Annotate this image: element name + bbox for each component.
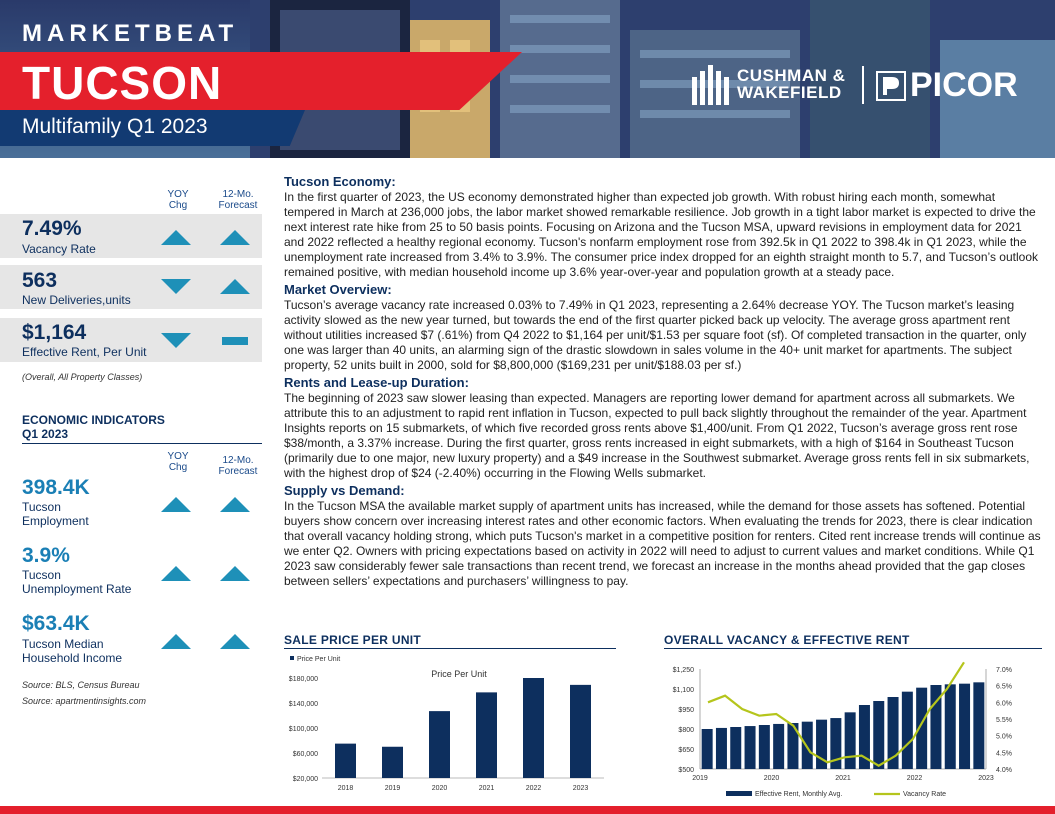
econ-value: 398.4K <box>22 476 90 499</box>
y-left-tick-label: $500 <box>678 767 694 774</box>
x-tick-label: 2022 <box>906 775 923 782</box>
bar <box>773 724 784 769</box>
econ-label: Tucson Employment <box>22 500 89 528</box>
forecast-up-arrow-icon <box>220 497 250 512</box>
legend-label: Effective Rent, Monthly Avg. <box>755 791 843 798</box>
bar <box>730 727 741 769</box>
econ-title: ECONOMIC INDICATORS Q1 2023 <box>22 413 165 441</box>
vacancy-rent-chart <box>664 656 1044 804</box>
econ-value: 3.9% <box>22 544 70 567</box>
vacancy-rent-chart-heading: OVERALL VACANCY & EFFECTIVE RENT <box>664 633 910 647</box>
yoy-down-arrow-icon <box>161 279 191 294</box>
x-tick-label: 2023 <box>572 785 589 792</box>
section-heading: Tucson Economy: <box>284 174 396 189</box>
bar <box>759 725 770 769</box>
report-subtitle: Multifamily Q1 2023 <box>22 115 208 138</box>
kpi-label: Vacancy Rate <box>22 242 96 256</box>
section-body: In the Tucson MSA the available market supply of apartment units has increased, while the demand for those assets has softened. Potential buyers show concern over increasing interest rates and other economic factors. When evaluating the trends for 2023, there is clear indication that overall vacancy holding strong, which puts Tucson's market in a competitive position for renters. Cited rent increase trends will continue as we enter Q2. Owners with pricing expectations based on activity in 2022 will need to adjust to current values and market conditions. While Q1 2023 saw considerably fewer sale transactions than recent trend, we forecast an increase in the months ahead provided that the gap closes between sellers’ expectations and purchasers’ willingness to pay. <box>284 499 1041 588</box>
y-left-tick-label: $800 <box>678 727 694 734</box>
econ-col-yoy: YOY Chg <box>167 451 189 473</box>
report-series: MARKETBEAT <box>22 20 239 47</box>
y-tick-label: $100,000 <box>288 726 318 733</box>
city-title: TUCSON <box>22 57 223 109</box>
forecast-flat-dash-icon <box>222 337 248 345</box>
yoy-up-arrow-icon <box>161 566 191 581</box>
picor-wordmark: PICOR <box>910 66 1018 104</box>
section-heading: Market Overview: <box>284 282 392 297</box>
footer-bar <box>0 806 1055 814</box>
econ-col-forecast: 12-Mo. Forecast <box>218 455 258 477</box>
kpi-label: New Deliveries,units <box>22 293 131 307</box>
yoy-up-arrow-icon <box>161 634 191 649</box>
econ-label: Tucson Median Household Income <box>22 637 123 665</box>
y-right-tick-label: 6.5% <box>996 683 1012 691</box>
source-note: Source: BLS, Census Bureau <box>22 680 140 690</box>
y-right-tick-label: 6.0% <box>996 700 1012 708</box>
bar <box>335 744 356 778</box>
yoy-up-arrow-icon <box>161 230 191 245</box>
section-heading: Supply vs Demand: <box>284 483 405 498</box>
section-body: In the first quarter of 2023, the US economy demonstrated higher than expected job growth. With robust hiring each month, somewhat tempered in March at 236,000 jobs, the labor market showed remarkable resilience. Job growth in a tight labor market is expected to drive the next interest rate hike from 25 to 50 basis points. Focusing on Arizona and the Tucson MSA, upward revisions in employment data for 2021 and 2022 reflected a healthy regional economy. Tucson's nonfarm employment rose from 392.5k in Q1 2022 to 398.4k in Q1 2023, while the unemployment rate increased from 3.4% to 3.9%. The consumer price index dropped for an eighth straight month to 5.7, and Tucson’s outlook remained positive, with median household income up 3.6% year-over-year and population growth at a steady pace. <box>284 190 1038 279</box>
legend-swatch <box>290 656 294 660</box>
kpi-col-yoy: YOY Chg <box>167 189 189 211</box>
y-left-tick-label: $650 <box>678 747 694 754</box>
section-body: The beginning of 2023 saw slower leasing than expected. Managers are reporting lower demand for apartment across all submarkets. We attribute this to an adjustment to rapid rent inflation in Tucson, expected to pull back slightly throughout the remainder of the year. Apartment Insights reports on 15 submarkets, of which five recorded gross rents above $1,400/unit. From Q1 2022, Tucson’s average gross rent rose $38/month, a 3.37% increase. During the first quarter, gross rents increased in eight submarkets, with a high of $164 in Southeast Tucson (primarily due to one major, new luxury property) and a $49 increase in the Southwest submarket. Average gross rents fell in six submarkets, with the highest drop of $24 (-2.40%) occurring in the Flowing Wells submarket. <box>284 391 1030 480</box>
bar <box>959 684 970 769</box>
x-tick-label: 2019 <box>384 785 401 792</box>
kpi-label: Effective Rent, Per Unit <box>22 345 147 359</box>
chart-title: Price Per Unit <box>431 669 487 679</box>
bar <box>873 701 884 769</box>
y-right-tick-label: 7.0% <box>996 667 1012 674</box>
bar <box>902 692 913 769</box>
bar <box>523 678 544 778</box>
cushman-wakefield-logo-icon <box>690 63 732 105</box>
kpi-value: 563 <box>22 269 58 292</box>
forecast-up-arrow-icon <box>220 566 250 581</box>
x-tick-label: 2022 <box>525 785 542 792</box>
bar <box>802 722 813 769</box>
bar <box>973 682 984 769</box>
y-tick-label: $20,000 <box>292 776 318 783</box>
y-left-tick-label: $950 <box>678 707 694 714</box>
section-body: Tucson’s average vacancy rate increased 0.03% to 7.49% in Q1 2023, representing a 2.64% decrease YOY. The Tucson market’s leasing activity slowed as the new year turned, but towards the end of the first quarter picked back up velocity. The average gross apartment rent without utilities increased $7 (.61%) from Q4 2022 to $1,164 per unit/$1.53 per square foot (sf). Of completed transaction in the quarter, only one was larger than 40 units, an alarming sign of the drastic slowdown in sales volume in the 40+ unit market for apartments. The subject property, 52 units built in 2000, sold for $8,800,000 ($169,231 per unit/$188.03 per sf.) <box>284 298 1027 372</box>
econ-divider <box>22 443 262 444</box>
header-banner <box>0 0 1055 158</box>
bar <box>716 728 727 769</box>
picor-logo-icon <box>876 71 906 101</box>
logo-divider <box>862 66 864 104</box>
cushman-wakefield-wordmark: CUSHMAN & WAKEFIELD <box>737 66 846 102</box>
x-tick-label: 2023 <box>978 775 994 782</box>
source-note: Source: apartmentinsights.com <box>22 696 147 706</box>
bar <box>429 711 450 778</box>
bar <box>745 726 756 769</box>
section-heading: Rents and Lease-up Duration: <box>284 375 469 390</box>
bar <box>476 692 497 778</box>
y-right-tick-label: 5.0% <box>996 733 1012 741</box>
forecast-up-arrow-icon <box>220 634 250 649</box>
legend-label: Vacancy Rate <box>903 791 947 798</box>
bar <box>945 684 956 769</box>
sale-price-chart <box>284 650 614 800</box>
y-left-tick-label: $1,250 <box>672 667 694 674</box>
y-left-tick-label: $1,100 <box>672 687 694 694</box>
main-text <box>284 174 1042 591</box>
x-tick-label: 2018 <box>337 785 354 792</box>
bar <box>845 712 856 769</box>
bar <box>382 747 403 778</box>
econ-label: Tucson Unemployment Rate <box>22 568 132 596</box>
y-right-tick-label: 5.5% <box>996 717 1012 724</box>
x-tick-label: 2020 <box>763 775 780 782</box>
kpi-note: (Overall, All Property Classes) <box>22 372 143 382</box>
y-right-tick-label: 4.0% <box>996 767 1012 774</box>
econ-value: $63.4K <box>22 612 90 635</box>
x-tick-label: 2021 <box>478 785 495 792</box>
legend-swatch <box>726 791 752 796</box>
bar <box>570 685 591 778</box>
forecast-up-arrow-icon <box>220 230 250 245</box>
legend-label: Price Per Unit <box>297 656 341 663</box>
kpi-col-forecast: 12-Mo. Forecast <box>218 189 258 211</box>
x-tick-label: 2021 <box>835 775 851 782</box>
yoy-down-arrow-icon <box>161 333 191 348</box>
y-tick-label: $140,000 <box>288 701 318 708</box>
y-right-tick-label: 4.5% <box>996 750 1012 758</box>
x-tick-label: 2020 <box>431 785 448 792</box>
bar <box>702 729 713 769</box>
chart-divider <box>284 648 616 649</box>
chart-divider <box>664 648 1042 649</box>
kpi-value: $1,164 <box>22 321 87 344</box>
forecast-up-arrow-icon <box>220 279 250 294</box>
y-tick-label: $180,000 <box>288 676 318 683</box>
sale-price-chart-heading: SALE PRICE PER UNIT <box>284 633 422 647</box>
yoy-up-arrow-icon <box>161 497 191 512</box>
y-tick-label: $60,000 <box>292 751 318 758</box>
x-tick-label: 2019 <box>692 775 708 782</box>
kpi-value: 7.49% <box>22 217 82 240</box>
